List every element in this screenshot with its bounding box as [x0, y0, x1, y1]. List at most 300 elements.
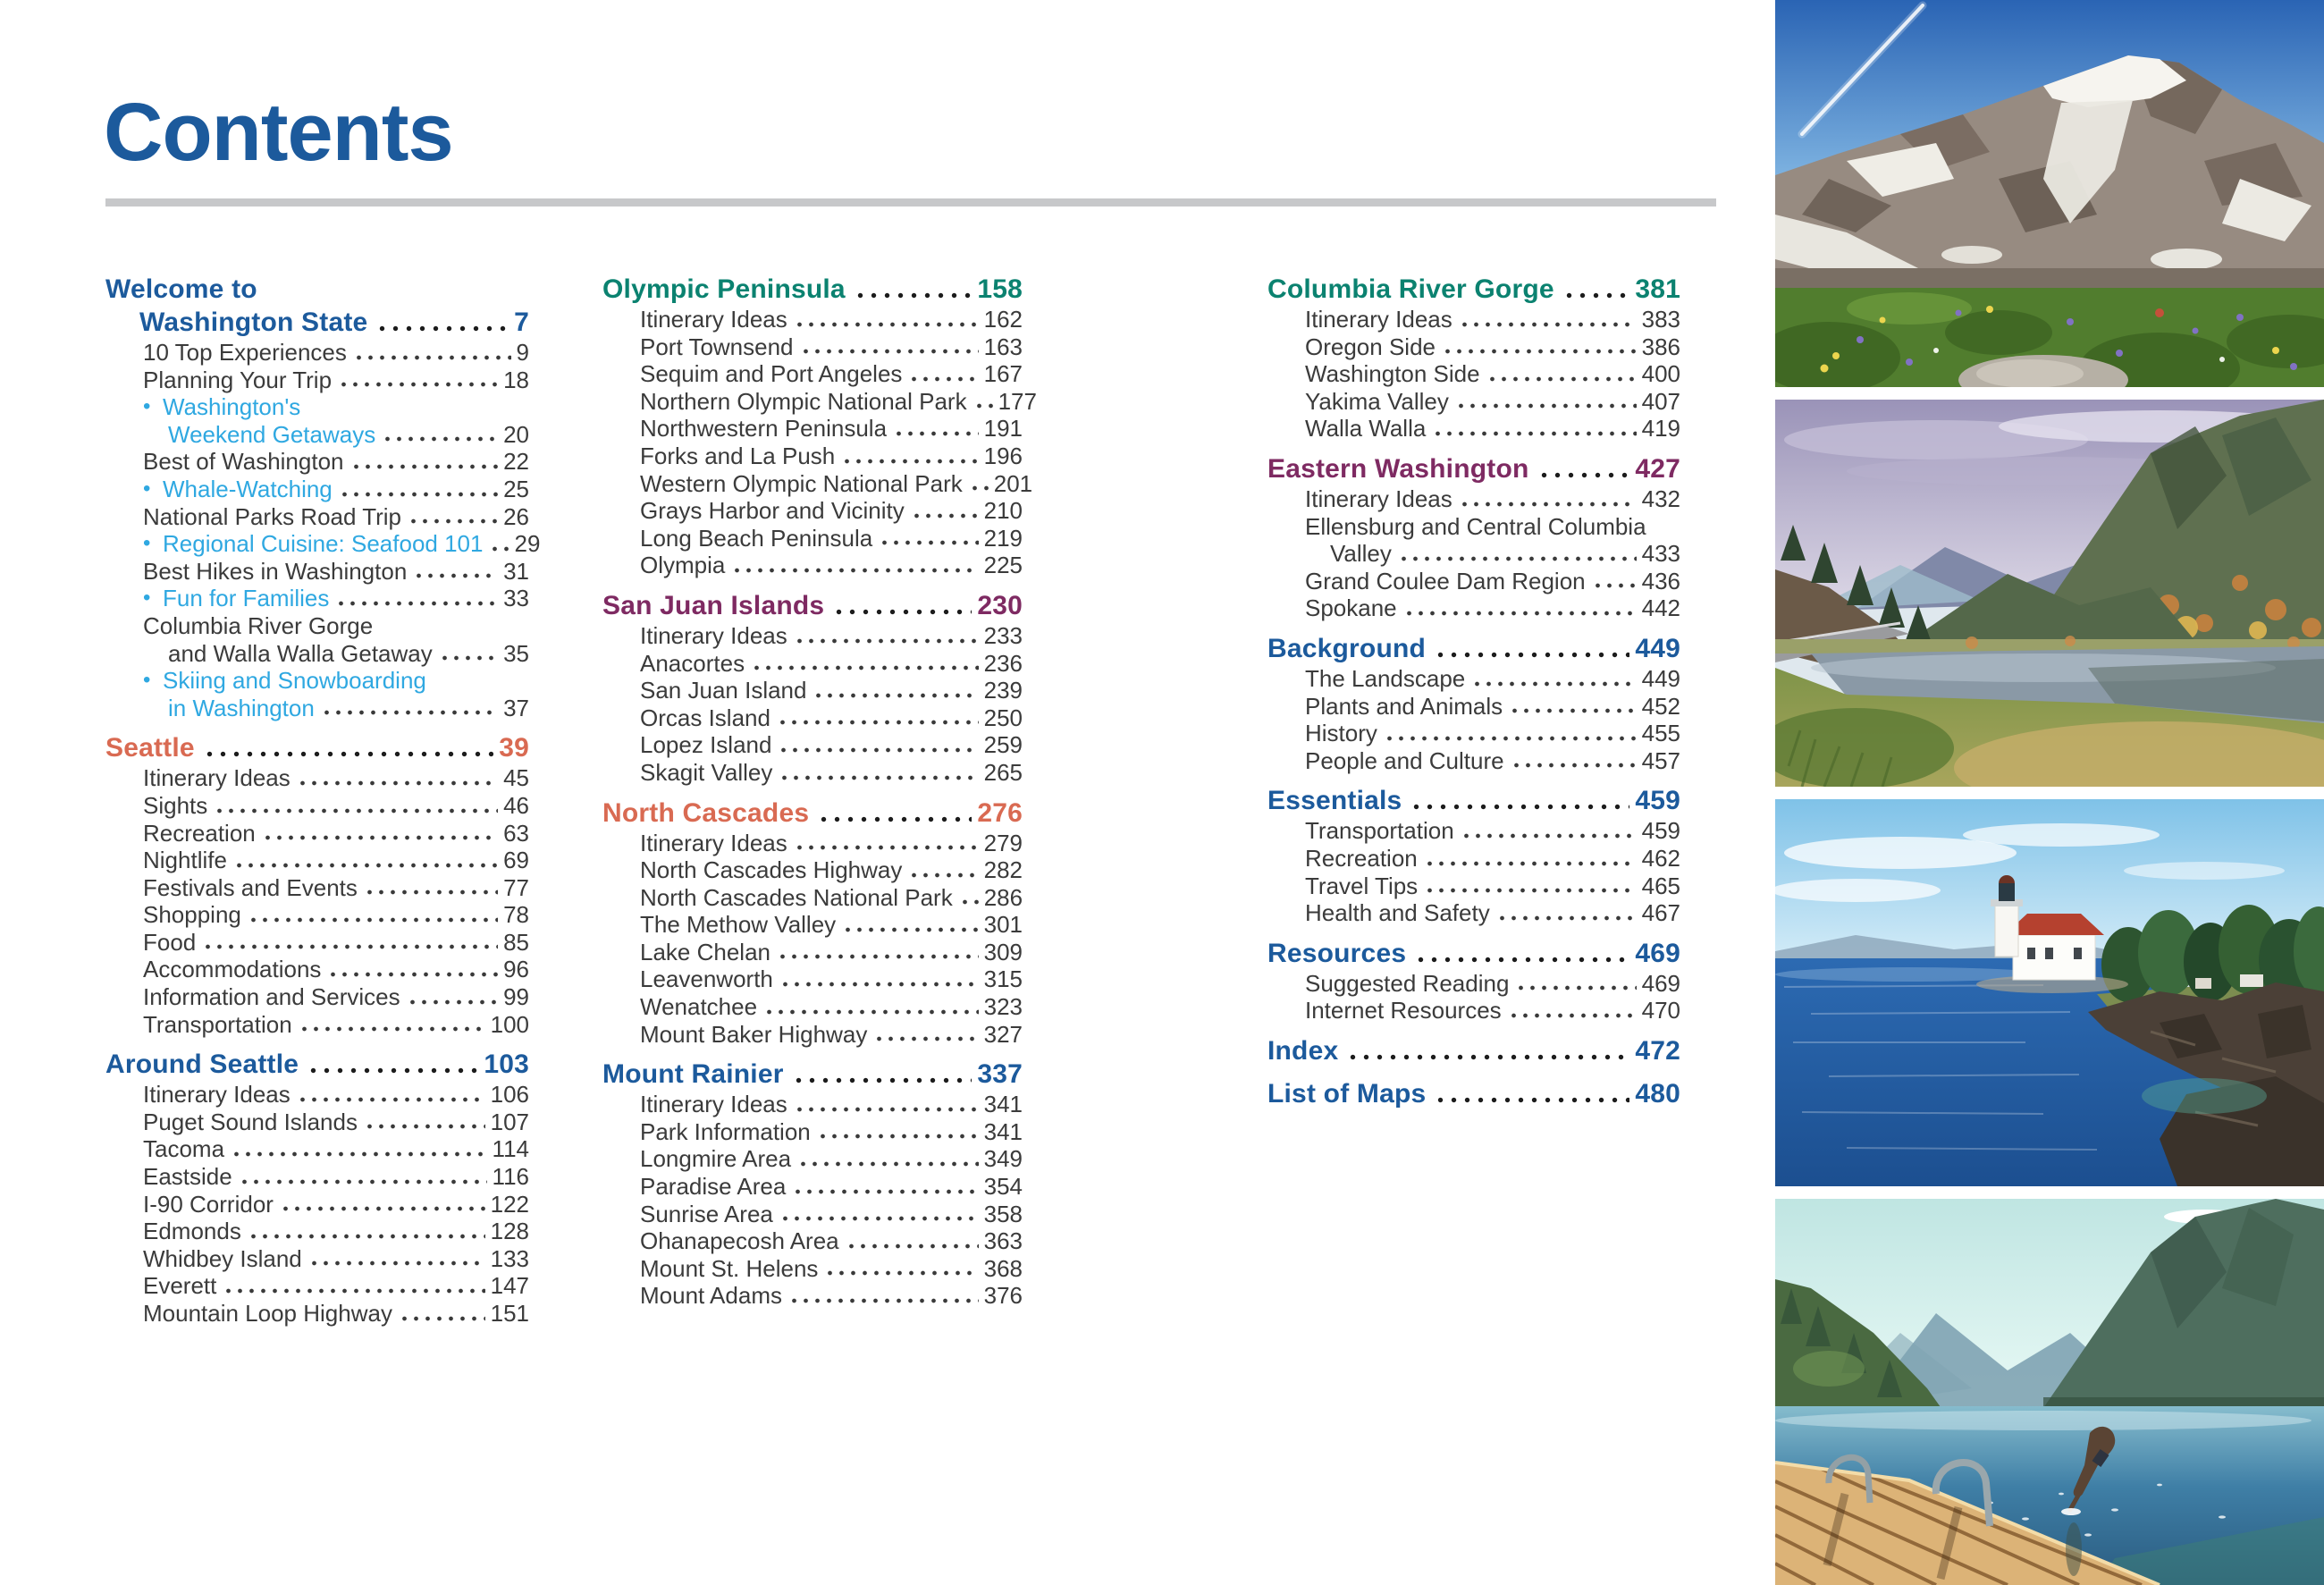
- bullet-icon: •: [143, 394, 151, 419]
- toc-entry-row: [602, 677, 1023, 704]
- toc-entry-row: [1267, 568, 1680, 595]
- toc-entry-label: Oregon Side: [1305, 333, 1436, 360]
- toc-entry-page-number: 196: [983, 442, 1023, 469]
- toc-entry-row: [105, 476, 529, 503]
- toc-entry-page-number: 78: [503, 901, 529, 929]
- toc-entry-page-number: 470: [1641, 997, 1680, 1024]
- toc-entry-row: [105, 1218, 529, 1245]
- toc-entry-page-number: 286: [983, 883, 1023, 911]
- toc-entry-label: Puget Sound Islands: [143, 1108, 358, 1135]
- toc-entry-row: [602, 415, 1023, 443]
- dot-leader-icon: [408, 503, 498, 531]
- toc-entry-page-number: 100: [490, 1010, 529, 1038]
- toc-entry-row: [1267, 747, 1680, 775]
- toc-entry-page-number: 191: [983, 415, 1023, 443]
- section-title: Columbia River Gorge: [1267, 274, 1554, 304]
- toc-entry-row: [602, 387, 1037, 416]
- toc-entry-label: Mount Adams: [640, 1282, 782, 1310]
- toc-entry-page-number: 114: [492, 1135, 529, 1163]
- toc-entry-row: [1267, 665, 1680, 693]
- dot-leader-icon: [841, 443, 978, 470]
- dot-leader-icon: [1536, 452, 1630, 485]
- toc-entry-label: Mount St. Helens: [640, 1254, 819, 1282]
- dot-leader-icon: [830, 589, 972, 622]
- toc-section: [1267, 1034, 1680, 1067]
- toc-entry-row: [602, 1145, 1023, 1173]
- toc-entry-row: [602, 469, 1033, 498]
- toc-entry-row: [105, 667, 529, 695]
- section-heading-row: [602, 1058, 1023, 1091]
- dot-leader-icon: [815, 797, 972, 830]
- dot-leader-icon: [794, 306, 979, 333]
- dot-leader-icon: [973, 388, 993, 416]
- toc-entry-row: [1267, 873, 1680, 900]
- dot-leader-icon: [794, 622, 979, 650]
- toc-entry-page-number: 432: [1641, 485, 1680, 512]
- toc-entry-row: [105, 1300, 529, 1328]
- toc-entry-row: [105, 585, 529, 612]
- toc-entry-page-number: 363: [983, 1227, 1023, 1255]
- toc-entry-page-number: 77: [503, 873, 529, 901]
- toc-entry-page-number: 368: [983, 1254, 1023, 1282]
- section-heading-row: [1267, 1077, 1680, 1110]
- toc-entry-page-number: 376: [983, 1282, 1023, 1310]
- toc-entry-label: Whale-Watching: [163, 475, 333, 502]
- toc-entry-page-number: 433: [1641, 540, 1680, 568]
- toc-entry-page-number: 163: [983, 333, 1023, 360]
- toc-entry-label: The Landscape: [1305, 664, 1466, 692]
- toc-entry-page-number: 96: [503, 956, 529, 983]
- toc-entry-row: [602, 497, 1023, 525]
- section-page-number: 472: [1635, 1035, 1680, 1066]
- toc-entry-row: [105, 530, 541, 558]
- toc-section: [105, 273, 541, 721]
- toc-entry-page-number: 457: [1641, 746, 1680, 774]
- lighthouse-illustration: [1775, 799, 2324, 1186]
- bullet-icon: •: [143, 668, 151, 693]
- dot-leader-icon: [1455, 388, 1637, 416]
- toc-entry-label: Regional Cuisine: Seafood 101: [163, 530, 484, 558]
- section-title: Background: [1267, 633, 1427, 663]
- toc-entry-label: Accommodations: [143, 956, 322, 983]
- toc-entry-page-number: 18: [503, 366, 529, 393]
- toc-entry-row: [105, 874, 529, 902]
- toc-entry-page-number: 162: [983, 306, 1023, 333]
- dot-leader-icon: [794, 1091, 979, 1118]
- toc-entry-row: [602, 1255, 1023, 1283]
- dot-leader-icon: [248, 901, 498, 929]
- toc-entry-row: [1267, 693, 1680, 721]
- dot-leader-icon: [297, 764, 498, 792]
- bullet-icon: •: [143, 531, 151, 556]
- dot-leader-icon: [233, 847, 498, 874]
- toc-entry-page-number: 383: [1641, 306, 1680, 333]
- dot-leader-icon: [1561, 273, 1630, 306]
- dot-leader-icon: [1486, 360, 1637, 388]
- toc-entry-label: Food: [143, 928, 197, 956]
- toc-entry-label: Lopez Island: [640, 731, 772, 759]
- toc-section: [602, 273, 1037, 579]
- toc-entry-label: Long Beach Peninsula: [640, 524, 873, 552]
- toc-entry-row: [1267, 997, 1680, 1024]
- toc-entry-row: [1267, 485, 1680, 513]
- toc-entry-label: Mountain Loop Highway: [143, 1300, 392, 1327]
- toc-entry-page-number: 26: [503, 502, 529, 530]
- dot-leader-icon: [382, 421, 498, 449]
- toc-entry-page-number: 69: [503, 847, 529, 874]
- title-divider: [105, 198, 1716, 207]
- toc-entry-row: [602, 1118, 1023, 1146]
- toc-entry-row: [1267, 817, 1680, 845]
- dot-leader-icon: [794, 830, 979, 857]
- toc-entry-row: [105, 1191, 529, 1218]
- section-heading-row: [602, 797, 1023, 830]
- toc-entry-label: Northwestern Peninsula: [640, 415, 888, 443]
- toc-entry-page-number: 133: [490, 1244, 529, 1272]
- section-page-number: 103: [484, 1050, 529, 1080]
- toc-entry-page-number: 265: [983, 758, 1023, 786]
- toc-entry-page-number: 25: [503, 475, 529, 502]
- toc-entry-page-number: 219: [983, 524, 1023, 552]
- dot-leader-icon: [1384, 720, 1637, 747]
- dot-leader-icon: [846, 1227, 979, 1255]
- toc-entry-row: [602, 1021, 1023, 1049]
- toc-entry-label: Washington's: [163, 393, 301, 421]
- toc-entry-page-number: 20: [503, 420, 529, 448]
- section-title: Seattle: [105, 733, 195, 763]
- dot-leader-icon: [873, 1021, 978, 1049]
- toc-entry-label: People and Culture: [1305, 746, 1504, 774]
- toc-entry-page-number: 315: [983, 965, 1023, 993]
- toc-entry-label: Information and Services: [143, 983, 400, 1011]
- toc-entry-row: [602, 360, 1023, 388]
- toc-entry-row: [105, 640, 529, 668]
- dot-leader-icon: [824, 1255, 978, 1283]
- toc-entry-row: [602, 856, 1023, 884]
- toc-entry-label: The Methow Valley: [640, 911, 837, 939]
- toc-entry-row: [105, 367, 529, 394]
- toc-entry-page-number: 45: [503, 764, 529, 792]
- toc-entry-page-number: 167: [983, 360, 1023, 388]
- dot-leader-icon: [439, 640, 498, 668]
- toc-entry-row: [1267, 594, 1680, 622]
- toc-entry-row: [1267, 899, 1680, 927]
- dot-leader-icon: [350, 448, 499, 476]
- toc-entry-row: [105, 448, 529, 476]
- dot-leader-icon: [489, 530, 509, 558]
- toc-entry-page-number: 442: [1641, 594, 1680, 622]
- toc-entry-row: [105, 1109, 529, 1136]
- toc-entry-label: Itinerary Ideas: [143, 1081, 290, 1109]
- toc-entry-label: Wenatchee: [640, 993, 758, 1021]
- toc-entry-page-number: 106: [490, 1081, 529, 1109]
- dot-leader-icon: [1592, 568, 1637, 595]
- toc-entry-page-number: 33: [503, 585, 529, 612]
- toc-entry-row: [105, 695, 529, 722]
- toc-entry-label: Weekend Getaways: [168, 420, 376, 448]
- dot-leader-icon: [879, 525, 978, 552]
- toc-entry-page-number: 128: [490, 1218, 529, 1245]
- toc-entry-row: [602, 939, 1023, 966]
- toc-entry-label: Skagit Valley: [640, 758, 773, 786]
- dot-leader-icon: [1496, 899, 1637, 927]
- toc-entry-label: Transportation: [1305, 817, 1454, 845]
- section-heading-row: [1267, 1034, 1680, 1067]
- dot-leader-icon: [792, 1173, 978, 1201]
- dot-leader-icon: [308, 1245, 485, 1273]
- toc-entry-page-number: 225: [983, 552, 1023, 579]
- dot-leader-icon: [353, 339, 511, 367]
- dot-leader-icon: [852, 273, 973, 306]
- section-heading-row: [602, 589, 1023, 622]
- toc-entry-row: [105, 1011, 529, 1039]
- toc-column-1: [105, 273, 541, 1328]
- toc-entry-label: Itinerary Ideas: [640, 306, 787, 333]
- toc-entry-row: [602, 443, 1023, 470]
- toc-entry-label: National Parks Road Trip: [143, 502, 402, 530]
- toc-entry-label: Sights: [143, 791, 208, 819]
- toc-entry-page-number: 85: [503, 928, 529, 956]
- toc-column-2: [602, 273, 1037, 1310]
- dot-leader-icon: [790, 1058, 973, 1091]
- toc-entry-label: Washington Side: [1305, 360, 1480, 388]
- toc-entry-page-number: 46: [503, 791, 529, 819]
- dot-leader-icon: [797, 1145, 979, 1173]
- dot-leader-icon: [239, 1163, 487, 1191]
- dot-leader-icon: [959, 884, 979, 912]
- toc-entry-row: [1267, 970, 1680, 998]
- section-heading-row: [105, 273, 529, 306]
- toc-entry-row: [602, 759, 1023, 787]
- toc-entry-page-number: 465: [1641, 872, 1680, 899]
- dot-leader-icon: [201, 731, 493, 764]
- dot-leader-icon: [731, 552, 978, 579]
- section-page-number: 449: [1635, 633, 1680, 663]
- toc-entry-label: Grays Harbor and Vicinity: [640, 497, 905, 525]
- toc-entry-page-number: 31: [503, 557, 529, 585]
- toc-section: [105, 731, 529, 1038]
- toc-entry-row: [105, 339, 529, 367]
- toc-entry-row: [602, 1227, 1023, 1255]
- dot-leader-icon: [908, 856, 978, 884]
- section-page-number: 158: [977, 274, 1023, 304]
- toc-entry-row: [1267, 415, 1680, 443]
- toc-entry-label: Nightlife: [143, 847, 227, 874]
- toc-entry-page-number: 116: [492, 1163, 529, 1191]
- toc-entry-label: Park Information: [640, 1117, 811, 1145]
- toc-entry-row: [602, 1282, 1023, 1310]
- dot-leader-icon: [911, 497, 979, 525]
- section-title: North Cascades: [602, 797, 810, 828]
- dot-leader-icon: [779, 965, 979, 993]
- toc-entry-label: Itinerary Ideas: [1305, 485, 1452, 512]
- dot-leader-icon: [1509, 693, 1636, 721]
- dot-leader-icon: [1398, 540, 1637, 568]
- toc-entry-label: in Washington: [168, 694, 315, 721]
- toc-entry-page-number: 122: [490, 1190, 529, 1218]
- toc-entry-row: [105, 1272, 529, 1300]
- dot-leader-icon: [1432, 1077, 1629, 1110]
- section-page-number: 381: [1635, 274, 1680, 304]
- toc-entry-page-number: 341: [983, 1117, 1023, 1145]
- toc-entry-row: [602, 1173, 1023, 1201]
- dot-leader-icon: [262, 820, 498, 847]
- toc-entry-page-number: 233: [983, 621, 1023, 649]
- toc-entry-label: Tacoma: [143, 1135, 225, 1163]
- toc-entry-row: [1267, 540, 1680, 568]
- dot-leader-icon: [1461, 817, 1637, 845]
- toc-entry-page-number: 151: [490, 1300, 529, 1327]
- toc-entry-page-number: 63: [503, 819, 529, 847]
- toc-entry-page-number: 309: [983, 938, 1023, 965]
- toc-entry-page-number: 419: [1641, 415, 1680, 443]
- toc-entry-label: Planning Your Trip: [143, 366, 333, 393]
- toc-entry-row: [602, 911, 1023, 939]
- toc-entry-label: Ellensburg and Central Columbia: [1305, 512, 1646, 540]
- bullet-icon: •: [143, 586, 151, 611]
- toc-entry-page-number: 22: [503, 448, 529, 476]
- section-heading-row: [105, 1048, 529, 1081]
- lake-diver-illustration: [1775, 1199, 2324, 1585]
- section-title: Index: [1267, 1035, 1339, 1066]
- photo-lake-diver: [1775, 1199, 2324, 1585]
- section-title: Resources: [1267, 938, 1407, 968]
- toc-entry-label: Sunrise Area: [640, 1200, 773, 1227]
- section-title: Around Seattle: [105, 1050, 299, 1080]
- dot-leader-icon: [280, 1191, 485, 1218]
- toc-entry-label: Whidbey Island: [143, 1244, 302, 1272]
- toc-entry-row: [602, 965, 1023, 993]
- toc-entry-row: [1267, 333, 1680, 361]
- toc-entry-label: Longmire Area: [640, 1145, 792, 1173]
- toc-entry-row: [602, 1201, 1023, 1228]
- toc-entry-row: [1267, 388, 1680, 416]
- dot-leader-icon: [339, 476, 498, 503]
- bullet-icon: •: [143, 476, 151, 501]
- toc-entry-row: [105, 558, 529, 586]
- section-page-number: 480: [1635, 1078, 1680, 1109]
- dot-leader-icon: [779, 1201, 979, 1228]
- toc-entry-label: Anacortes: [640, 649, 745, 677]
- toc-entry-page-number: 147: [490, 1272, 529, 1300]
- toc-section: [602, 589, 1023, 787]
- dot-leader-icon: [202, 929, 498, 957]
- dot-leader-icon: [969, 470, 989, 498]
- toc-entry-label: Itinerary Ideas: [640, 621, 787, 649]
- toc-entry-row: [602, 525, 1023, 552]
- dot-leader-icon: [299, 1011, 485, 1039]
- toc-entry-label: Western Olympic National Park: [640, 469, 963, 497]
- dot-leader-icon: [327, 956, 498, 983]
- toc-section: [1267, 937, 1680, 1024]
- section-heading-row: [1267, 632, 1680, 665]
- toc-section: [1267, 273, 1680, 443]
- toc-entry-row: [602, 830, 1023, 857]
- toc-entry-row: [105, 956, 529, 983]
- toc-entry-label: Suggested Reading: [1305, 969, 1510, 997]
- toc-entry-label: Plants and Animals: [1305, 692, 1503, 720]
- toc-entry-label: Skiing and Snowboarding: [163, 667, 426, 695]
- section-heading-row: [105, 731, 529, 764]
- toc-entry-page-number: 452: [1641, 692, 1680, 720]
- toc-column-3: [1267, 273, 1680, 1110]
- toc-entry-row: [1267, 306, 1680, 333]
- toc-entry-row: [105, 847, 529, 874]
- section-page-number: 337: [977, 1059, 1023, 1090]
- section-title: List of Maps: [1267, 1078, 1427, 1109]
- toc-entry-row: [105, 393, 529, 421]
- toc-entry-page-number: 35: [503, 639, 529, 667]
- toc-entry-label: Itinerary Ideas: [640, 829, 787, 856]
- dot-leader-icon: [908, 360, 978, 388]
- dot-leader-icon: [364, 874, 498, 902]
- toc-entry-page-number: 239: [983, 677, 1023, 704]
- toc-entry-page-number: 327: [983, 1020, 1023, 1048]
- dot-leader-icon: [399, 1300, 485, 1328]
- dot-leader-icon: [1432, 415, 1636, 443]
- toc-entry-label: Grand Coulee Dam Region: [1305, 567, 1586, 594]
- toc-section: [1267, 1077, 1680, 1110]
- toc-entry-page-number: 9: [516, 339, 529, 366]
- dot-leader-icon: [1459, 306, 1637, 333]
- toc-entry-page-number: 201: [993, 469, 1033, 497]
- dot-leader-icon: [763, 993, 979, 1021]
- toc-entry-page-number: 449: [1641, 664, 1680, 692]
- toc-entry-label: Spokane: [1305, 594, 1397, 622]
- toc-entry-label: Travel Tips: [1305, 872, 1419, 899]
- toc-entry-label: Lake Chelan: [640, 938, 770, 965]
- section-heading-row: [1267, 273, 1680, 306]
- section-page-number: 276: [977, 797, 1023, 828]
- toc-entry-label: Best Hikes in Washington: [143, 557, 408, 585]
- toc-entry-label: Olympia: [640, 552, 726, 579]
- toc-section: [602, 797, 1023, 1049]
- toc-entry-row: [105, 1135, 529, 1163]
- photo-mount-rainier: [1775, 0, 2324, 387]
- dot-leader-icon: [407, 983, 498, 1011]
- dot-leader-icon: [1511, 747, 1637, 775]
- toc-entry-page-number: 37: [503, 694, 529, 721]
- photo-lighthouse-coast: [1775, 799, 2324, 1186]
- toc-entry-label: Sequim and Port Angeles: [640, 360, 903, 388]
- dot-leader-icon: [223, 1272, 484, 1300]
- toc-entry-page-number: 358: [983, 1200, 1023, 1227]
- toc-entry-page-number: 436: [1641, 567, 1680, 594]
- section-title: Mount Rainier: [602, 1059, 784, 1090]
- toc-entry-page-number: 236: [983, 649, 1023, 677]
- dot-leader-icon: [335, 585, 498, 612]
- section-title: Washington State: [139, 308, 368, 337]
- toc-entry-row: [105, 764, 529, 792]
- toc-entry-row: [105, 901, 529, 929]
- dot-leader-icon: [305, 1048, 478, 1081]
- toc-entry-row: [105, 612, 529, 640]
- dot-leader-icon: [779, 759, 978, 787]
- section-heading-row: [1267, 452, 1680, 485]
- section-heading-row: [1267, 784, 1680, 817]
- dot-leader-icon: [1471, 665, 1636, 693]
- section-title: San Juan Islands: [602, 590, 825, 620]
- toc-entry-label: Recreation: [143, 819, 256, 847]
- dot-leader-icon: [1432, 632, 1629, 665]
- toc-entry-row: [602, 1091, 1023, 1118]
- section-heading-row: [1267, 937, 1680, 970]
- toc-entry-page-number: 467: [1641, 899, 1680, 927]
- toc-entry-label: Internet Resources: [1305, 997, 1502, 1024]
- dot-leader-icon: [800, 333, 979, 361]
- toc-entry-label: Recreation: [1305, 844, 1418, 872]
- toc-entry-label: Walla Walla: [1305, 415, 1427, 443]
